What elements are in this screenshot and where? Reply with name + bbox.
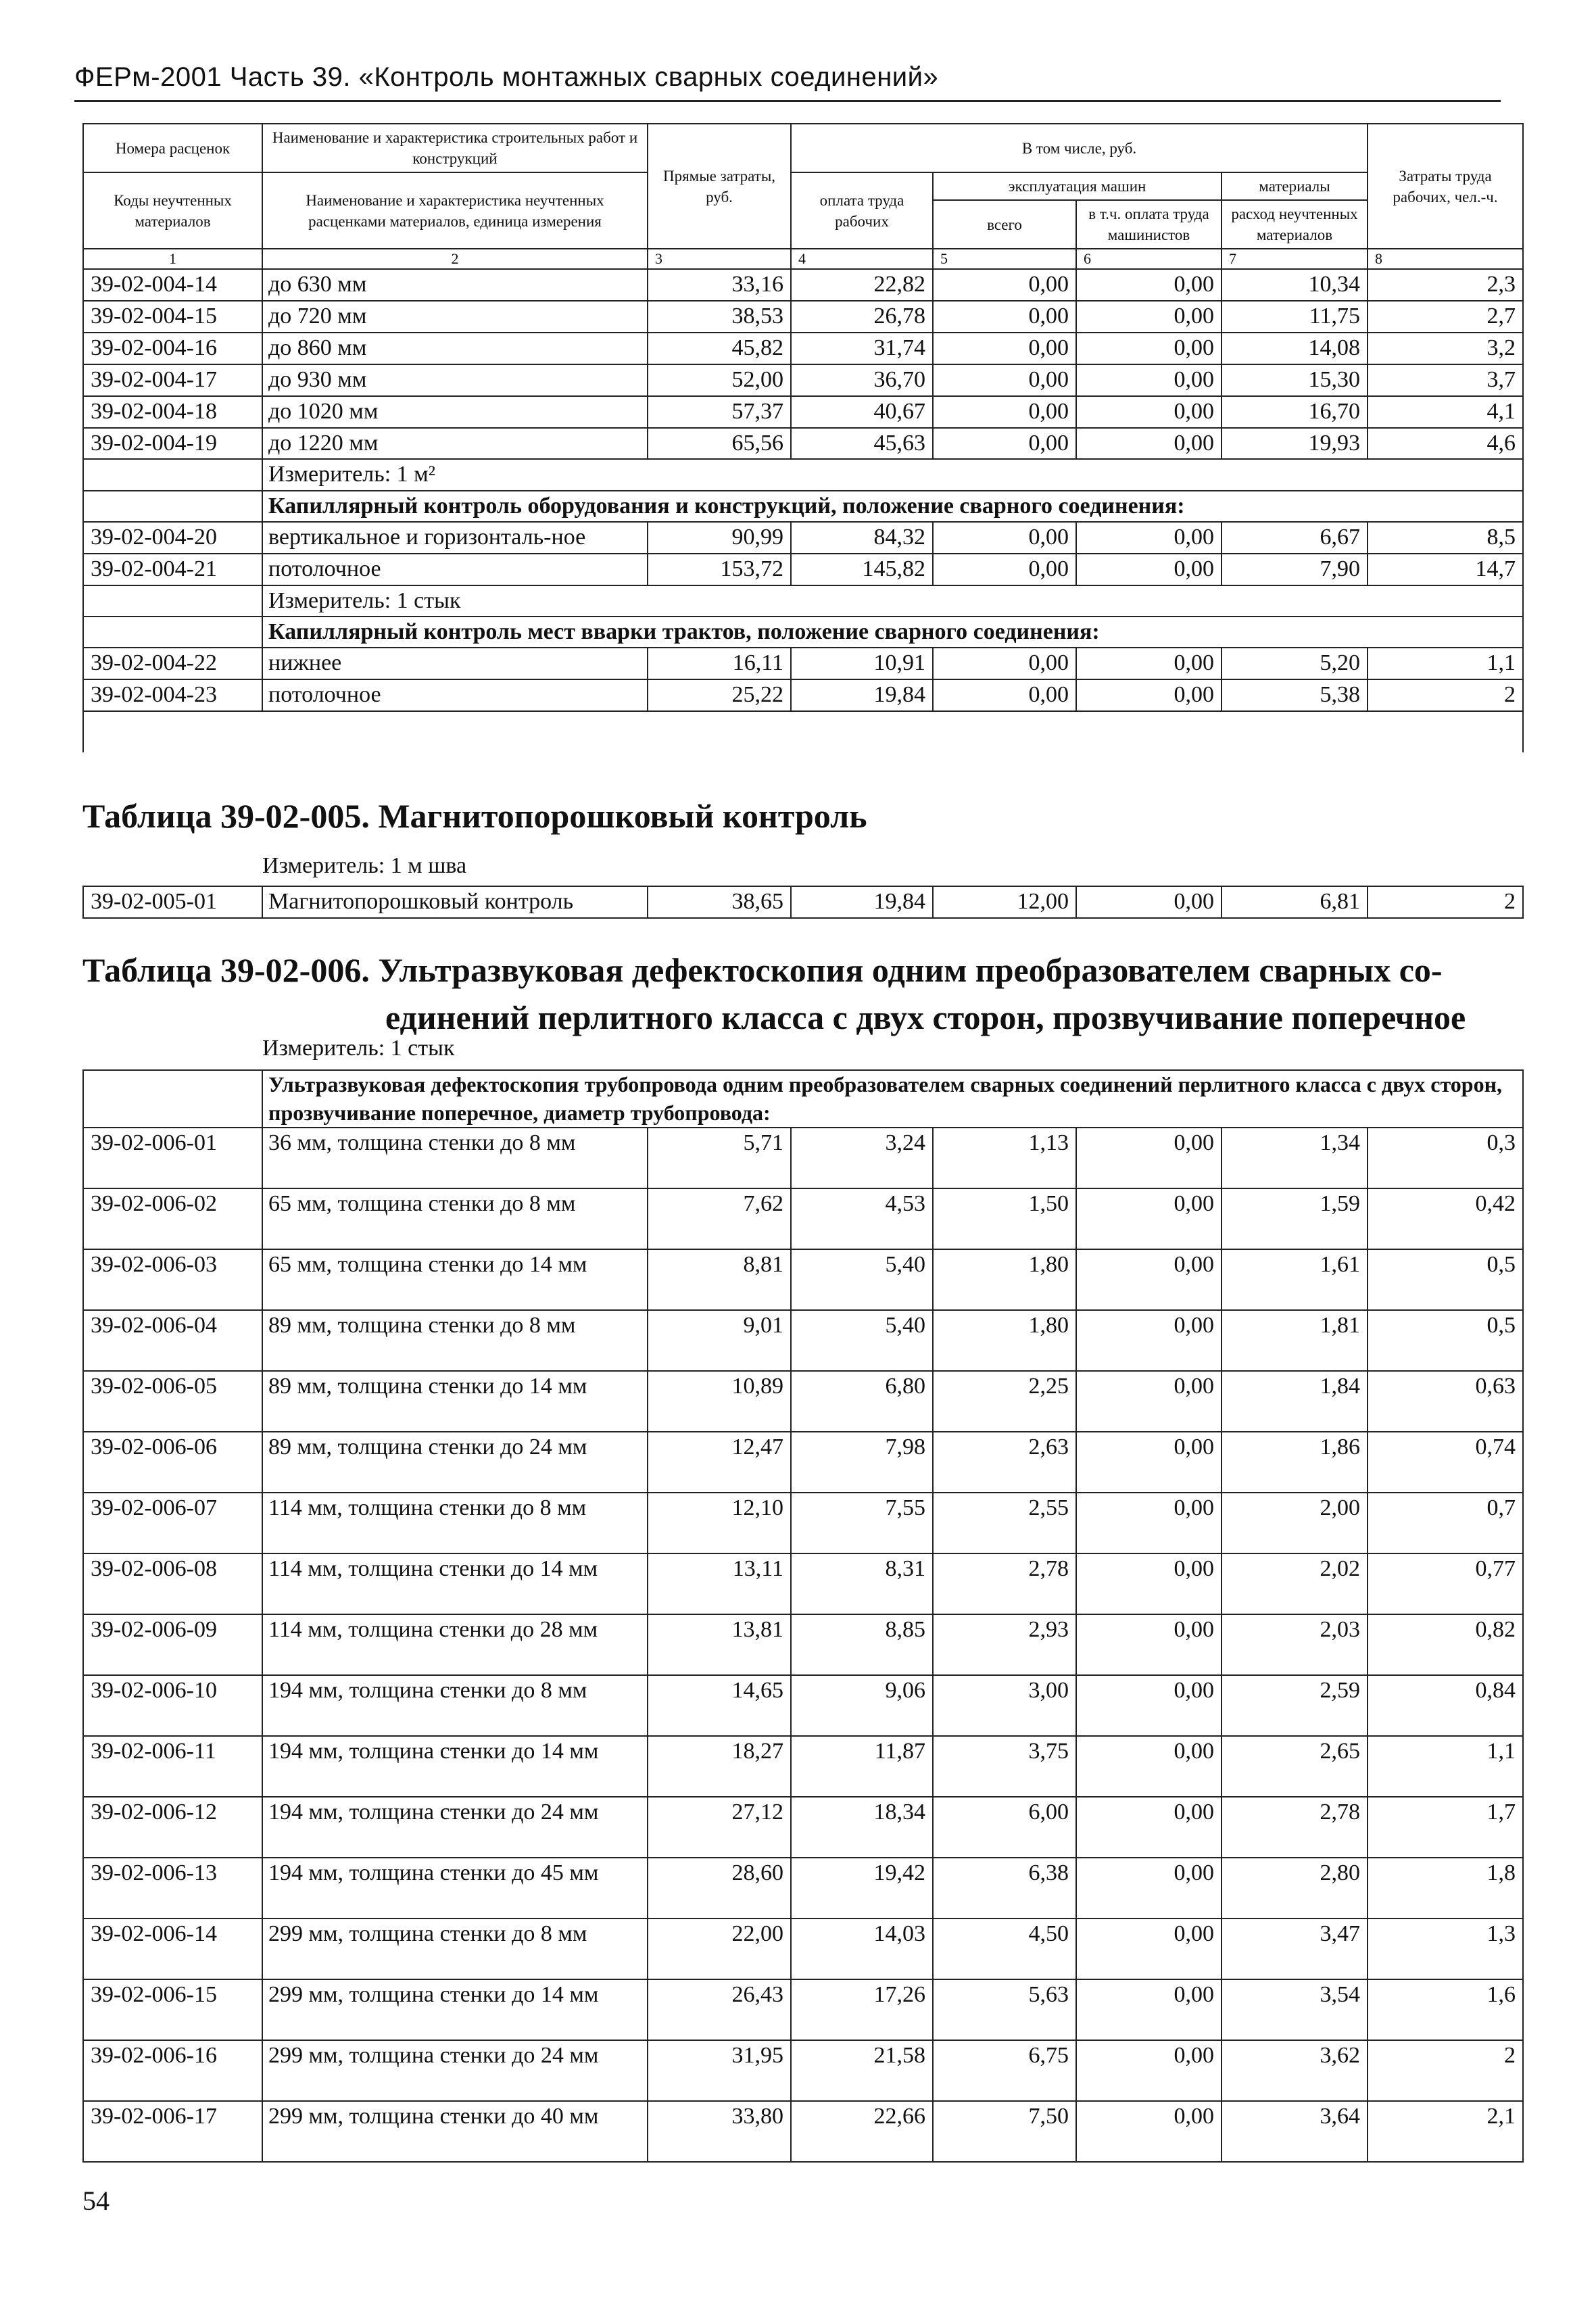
value-cell: 0,5 [1368,1249,1523,1310]
value-cell: 7,90 [1222,554,1368,585]
value-cell: 1,80 [933,1249,1076,1310]
table-row [83,886,1523,918]
rate-code: 39-02-006-01 [83,1128,262,1188]
work-name: 89 мм, толщина стенки до 8 мм [262,1310,648,1371]
value-cell: 0,00 [1076,1493,1222,1553]
value-cell: 0,00 [1076,1371,1222,1432]
value-cell: 0,00 [1076,1675,1222,1736]
value-cell: 0,00 [1076,396,1222,428]
table-row [83,1979,1523,2040]
rate-code: 39-02-004-18 [83,396,262,428]
value-cell: 3,62 [1222,2040,1368,2101]
value-cell: 0,00 [933,554,1076,585]
value-cell: 31,74 [791,333,933,364]
table-39-02-006 [82,1069,1524,2163]
value-cell: 38,65 [648,886,791,918]
table-row [83,1553,1523,1614]
value-cell: 2 [1368,886,1523,918]
rate-code: 39-02-006-12 [83,1797,262,1858]
work-name: 114 мм, толщина стенки до 28 мм [262,1614,648,1675]
rate-code: 39-02-005-01 [83,886,262,918]
table-title-006-line1: Таблица 39-02-006. Ультразвуковая дефектоскопия одним преобразователем сварных со- [82,951,1443,989]
table-39-02-004 [82,123,1524,752]
work-name: до 720 мм [262,301,648,333]
value-cell: 2,78 [1222,1797,1368,1858]
value-cell: 0,00 [933,301,1076,333]
value-cell: 1,1 [1368,648,1523,679]
value-cell: 1,81 [1222,1310,1368,1371]
value-cell: 0,82 [1368,1614,1523,1675]
value-cell: 0,00 [1076,1736,1222,1797]
header-unaccounted-materials: расход неучтенных материалов [1222,200,1368,249]
rate-code: 39-02-006-07 [83,1493,262,1553]
table-row [83,1371,1523,1432]
value-cell: 14,03 [791,1919,933,1979]
value-cell: 10,89 [648,1371,791,1432]
value-cell: 0,00 [1076,301,1222,333]
value-cell: 4,53 [791,1188,933,1249]
value-cell: 0,00 [933,364,1076,396]
rate-code: 39-02-004-16 [83,333,262,364]
work-name: нижнее [262,648,648,679]
col-number: 8 [1368,249,1523,269]
value-cell: 33,16 [648,269,791,301]
value-cell: 0,00 [1076,1614,1222,1675]
value-cell: 52,00 [648,364,791,396]
section-title: Капиллярный контроль оборудования и конструкций, положение сварного соединения: [262,491,1523,522]
work-name: 89 мм, толщина стенки до 14 мм [262,1371,648,1432]
meter-label-006: Измеритель: 1 стык [262,1036,455,1061]
header-direct-costs: Прямые затраты, руб. [648,124,791,249]
value-cell: 0,00 [1076,1310,1222,1371]
header-rule [74,100,1501,102]
value-cell: 18,34 [791,1797,933,1858]
value-cell: 6,81 [1222,886,1368,918]
rate-code: 39-02-006-16 [83,2040,262,2101]
work-name: 36 мм, толщина стенки до 8 мм [262,1128,648,1188]
rate-code: 39-02-004-23 [83,679,262,711]
value-cell: 0,00 [1076,679,1222,711]
value-cell: 16,70 [1222,396,1368,428]
value-cell: 5,40 [791,1310,933,1371]
value-cell: 1,86 [1222,1432,1368,1493]
value-cell: 21,58 [791,2040,933,2101]
value-cell: 57,37 [648,396,791,428]
work-name: 194 мм, толщина стенки до 8 мм [262,1675,648,1736]
value-cell: 2,1 [1368,2101,1523,2162]
section-title: Капиллярный контроль мест вварки трактов, положение сварного соединения: [262,617,1523,648]
col-number: 7 [1222,249,1368,269]
value-cell: 2,59 [1222,1675,1368,1736]
section-title: Ультразвуковая дефектоскопия трубопровода одним преобразователем сварных соединений перлитного класса с двух сторон, прозвучивание поперечное, диаметр трубопровода: [262,1070,1523,1128]
meter-label: Измеритель: 1 м² [262,459,1523,490]
value-cell: 8,85 [791,1614,933,1675]
value-cell: 1,80 [933,1310,1076,1371]
rate-code: 39-02-006-04 [83,1310,262,1371]
table-title-006 [82,946,1466,1041]
value-cell: 13,11 [648,1553,791,1614]
header-codes-a: Номера расценок [83,124,262,172]
work-name: потолочное [262,679,648,711]
value-cell: 17,26 [791,1979,933,2040]
value-cell: 33,80 [648,2101,791,2162]
work-name: потолочное [262,554,648,585]
rate-code: 39-02-006-10 [83,1675,262,1736]
value-cell: 19,84 [791,886,933,918]
work-name: вертикальное и горизонталь-ное [262,522,648,554]
rate-code: 39-02-006-08 [83,1553,262,1614]
table-row [83,1432,1523,1493]
table-row [83,648,1523,679]
value-cell: 0,00 [933,522,1076,554]
value-cell: 0,00 [1076,428,1222,460]
header-machines-total: всего [933,200,1076,249]
value-cell: 2,63 [933,1432,1076,1493]
value-cell: 0,00 [1076,2101,1222,2162]
table-row [83,1736,1523,1797]
col-number: 3 [648,249,791,269]
value-cell: 0,74 [1368,1432,1523,1493]
value-cell: 0,00 [1076,2040,1222,2101]
value-cell: 4,1 [1368,396,1523,428]
value-cell: 3,75 [933,1736,1076,1797]
rate-code: 39-02-004-21 [83,554,262,585]
value-cell: 7,98 [791,1432,933,1493]
value-cell: 5,40 [791,1249,933,1310]
value-cell: 0,7 [1368,1493,1523,1553]
table-row [83,301,1523,333]
value-cell: 3,64 [1222,2101,1368,2162]
value-cell: 84,32 [791,522,933,554]
value-cell: 6,75 [933,2040,1076,2101]
work-name: 299 мм, толщина стенки до 24 мм [262,2040,648,2101]
value-cell: 10,34 [1222,269,1368,301]
table-row [83,269,1523,301]
value-cell: 1,34 [1222,1128,1368,1188]
value-cell: 1,8 [1368,1858,1523,1919]
table-row [83,1675,1523,1736]
value-cell: 3,24 [791,1128,933,1188]
value-cell: 10,91 [791,648,933,679]
value-cell: 25,22 [648,679,791,711]
value-cell: 5,71 [648,1128,791,1188]
header-materials: материалы [1222,172,1368,200]
rate-code: 39-02-006-14 [83,1919,262,1979]
value-cell: 0,00 [1076,1128,1222,1188]
value-cell: 0,84 [1368,1675,1523,1736]
col-number: 5 [933,249,1076,269]
value-cell: 2,3 [1368,269,1523,301]
value-cell: 9,01 [648,1310,791,1371]
value-cell: 3,7 [1368,364,1523,396]
value-cell: 40,67 [791,396,933,428]
value-cell: 3,00 [933,1675,1076,1736]
value-cell: 2,00 [1222,1493,1368,1553]
value-cell: 0,00 [1076,1553,1222,1614]
rate-code: 39-02-006-09 [83,1614,262,1675]
table-row [83,1188,1523,1249]
value-cell: 2,80 [1222,1858,1368,1919]
value-cell: 2,78 [933,1553,1076,1614]
work-name: 299 мм, толщина стенки до 8 мм [262,1919,648,1979]
value-cell: 1,59 [1222,1188,1368,1249]
value-cell: 0,00 [1076,1797,1222,1858]
value-cell: 11,75 [1222,301,1368,333]
rate-code: 39-02-006-05 [83,1371,262,1432]
value-cell: 0,00 [1076,364,1222,396]
work-name: 114 мм, толщина стенки до 8 мм [262,1493,648,1553]
value-cell: 0,00 [1076,1979,1222,2040]
value-cell: 13,81 [648,1614,791,1675]
value-cell: 0,63 [1368,1371,1523,1432]
col-number: 4 [791,249,933,269]
value-cell: 2,93 [933,1614,1076,1675]
col-number: 1 [83,249,262,269]
value-cell: 65,56 [648,428,791,460]
value-cell: 12,47 [648,1432,791,1493]
value-cell: 0,42 [1368,1188,1523,1249]
work-name: до 930 мм [262,364,648,396]
value-cell: 31,95 [648,2040,791,2101]
value-cell: 90,99 [648,522,791,554]
table-row [83,364,1523,396]
value-cell: 27,12 [648,1797,791,1858]
value-cell: 19,93 [1222,428,1368,460]
work-name: до 860 мм [262,333,648,364]
value-cell: 0,77 [1368,1553,1523,1614]
value-cell: 26,78 [791,301,933,333]
value-cell: 0,00 [1076,1249,1222,1310]
rate-code: 39-02-006-03 [83,1249,262,1310]
table-row [83,428,1523,460]
rate-code: 39-02-006-17 [83,2101,262,2162]
work-name: 194 мм, толщина стенки до 45 мм [262,1858,648,1919]
header-worker-pay: оплата труда рабочих [791,172,933,249]
table-row [83,1858,1523,1919]
rate-code: 39-02-006-15 [83,1979,262,2040]
value-cell: 0,00 [1076,1919,1222,1979]
work-name: Магнитопорошковый контроль [262,886,648,918]
header-operator-pay: в т.ч. оплата труда машинистов [1076,200,1222,249]
value-cell: 7,62 [648,1188,791,1249]
table-row [83,396,1523,428]
value-cell: 0,00 [1076,269,1222,301]
rate-code: 39-02-004-14 [83,269,262,301]
value-cell: 16,11 [648,648,791,679]
value-cell: 0,00 [933,648,1076,679]
table-row [83,679,1523,711]
value-cell: 1,13 [933,1128,1076,1188]
header-name-b: Наименование и характеристика неучтенных расценками материалов, единица измерения [262,172,648,249]
header-codes-b: Коды неучтенных материалов [83,172,262,249]
table-row [83,1310,1523,1371]
value-cell: 45,82 [648,333,791,364]
value-cell: 3,2 [1368,333,1523,364]
table-39-02-005 [82,886,1524,919]
meter-label: Измеритель: 1 стык [262,585,1523,617]
value-cell: 3,54 [1222,1979,1368,2040]
rate-code: 39-02-004-17 [83,364,262,396]
page-header: ФЕРм-2001 Часть 39. «Контроль монтажных сварных соединений» [74,62,939,92]
value-cell: 5,38 [1222,679,1368,711]
table-row [83,522,1523,554]
table-row [83,2040,1523,2101]
value-cell: 4,6 [1368,428,1523,460]
page-number: 54 [82,2186,110,2216]
value-cell: 3,47 [1222,1919,1368,1979]
value-cell: 19,42 [791,1858,933,1919]
col-number: 6 [1076,249,1222,269]
value-cell: 0,00 [1076,522,1222,554]
value-cell: 145,82 [791,554,933,585]
value-cell: 22,82 [791,269,933,301]
value-cell: 8,81 [648,1249,791,1310]
value-cell: 6,38 [933,1858,1076,1919]
table-title-005: Таблица 39-02-005. Магнитопорошковый контроль [82,797,867,835]
value-cell: 1,61 [1222,1249,1368,1310]
rate-code: 39-02-004-20 [83,522,262,554]
value-cell: 28,60 [648,1858,791,1919]
work-name: 65 мм, толщина стенки до 14 мм [262,1249,648,1310]
work-name: 299 мм, толщина стенки до 14 мм [262,1979,648,2040]
table-row [83,2101,1523,2162]
work-name: до 1220 мм [262,428,648,460]
value-cell: 2,02 [1222,1553,1368,1614]
col-number: 2 [262,249,648,269]
value-cell: 0,00 [933,269,1076,301]
value-cell: 38,53 [648,301,791,333]
value-cell: 1,7 [1368,1797,1523,1858]
value-cell: 2,03 [1222,1614,1368,1675]
work-name: 299 мм, толщина стенки до 40 мм [262,2101,648,2162]
work-name: 89 мм, толщина стенки до 24 мм [262,1432,648,1493]
work-name: 114 мм, толщина стенки до 14 мм [262,1553,648,1614]
rate-code: 39-02-004-22 [83,648,262,679]
value-cell: 22,00 [648,1919,791,1979]
value-cell: 1,3 [1368,1919,1523,1979]
table-row [83,1128,1523,1188]
value-cell: 0,00 [933,396,1076,428]
value-cell: 36,70 [791,364,933,396]
table-row [83,1249,1523,1310]
value-cell: 1,50 [933,1188,1076,1249]
work-name: до 630 мм [262,269,648,301]
value-cell: 0,00 [1076,886,1222,918]
value-cell: 0,00 [933,679,1076,711]
value-cell: 0,00 [1076,1858,1222,1919]
work-name: 65 мм, толщина стенки до 8 мм [262,1188,648,1249]
value-cell: 0,3 [1368,1128,1523,1188]
value-cell: 0,00 [933,333,1076,364]
header-machines: эксплуатация машин [933,172,1222,200]
value-cell: 1,1 [1368,1736,1523,1797]
value-cell: 6,00 [933,1797,1076,1858]
value-cell: 0,00 [1076,1188,1222,1249]
value-cell: 6,80 [791,1371,933,1432]
value-cell: 11,87 [791,1736,933,1797]
rate-code: 39-02-004-15 [83,301,262,333]
header-labor: Затраты труда рабочих, чел.-ч. [1368,124,1523,249]
value-cell: 0,00 [1076,648,1222,679]
work-name: 194 мм, толщина стенки до 14 мм [262,1736,648,1797]
value-cell: 9,06 [791,1675,933,1736]
table-row [83,1614,1523,1675]
value-cell: 19,84 [791,679,933,711]
value-cell: 8,5 [1368,522,1523,554]
value-cell: 2,65 [1222,1736,1368,1797]
table-row [83,333,1523,364]
value-cell: 14,7 [1368,554,1523,585]
value-cell: 0,00 [1076,1432,1222,1493]
value-cell: 7,50 [933,2101,1076,2162]
value-cell: 2,7 [1368,301,1523,333]
value-cell: 2,25 [933,1371,1076,1432]
rate-code: 39-02-006-11 [83,1736,262,1797]
work-name: 194 мм, толщина стенки до 24 мм [262,1797,648,1858]
value-cell: 153,72 [648,554,791,585]
value-cell: 0,00 [1076,333,1222,364]
value-cell: 0,5 [1368,1310,1523,1371]
value-cell: 4,50 [933,1919,1076,1979]
table-row [83,1493,1523,1553]
value-cell: 12,10 [648,1493,791,1553]
value-cell: 45,63 [791,428,933,460]
rate-code: 39-02-006-13 [83,1858,262,1919]
header-including: В том числе, руб. [791,124,1368,172]
work-name: до 1020 мм [262,396,648,428]
table-row [83,1797,1523,1858]
value-cell: 22,66 [791,2101,933,2162]
value-cell: 2 [1368,2040,1523,2101]
meter-label-005: Измеритель: 1 м шва [262,853,467,878]
value-cell: 6,67 [1222,522,1368,554]
value-cell: 18,27 [648,1736,791,1797]
value-cell: 5,20 [1222,648,1368,679]
value-cell: 26,43 [648,1979,791,2040]
value-cell: 7,55 [791,1493,933,1553]
rate-code: 39-02-006-02 [83,1188,262,1249]
value-cell: 1,84 [1222,1371,1368,1432]
value-cell: 0,00 [933,428,1076,460]
value-cell: 12,00 [933,886,1076,918]
rate-code: 39-02-006-06 [83,1432,262,1493]
value-cell: 5,63 [933,1979,1076,2040]
header-name-a: Наименование и характеристика строительных работ и конструкций [262,124,648,172]
table-row [83,554,1523,585]
value-cell: 8,31 [791,1553,933,1614]
value-cell: 14,08 [1222,333,1368,364]
table-row [83,1919,1523,1979]
value-cell: 0,00 [1076,554,1222,585]
value-cell: 15,30 [1222,364,1368,396]
value-cell: 2 [1368,679,1523,711]
table-title-006-line2: единений перлитного класса с двух сторон, прозвучивание поперечное [385,998,1466,1036]
rate-code: 39-02-004-19 [83,428,262,460]
value-cell: 2,55 [933,1493,1076,1553]
value-cell: 14,65 [648,1675,791,1736]
value-cell: 1,6 [1368,1979,1523,2040]
